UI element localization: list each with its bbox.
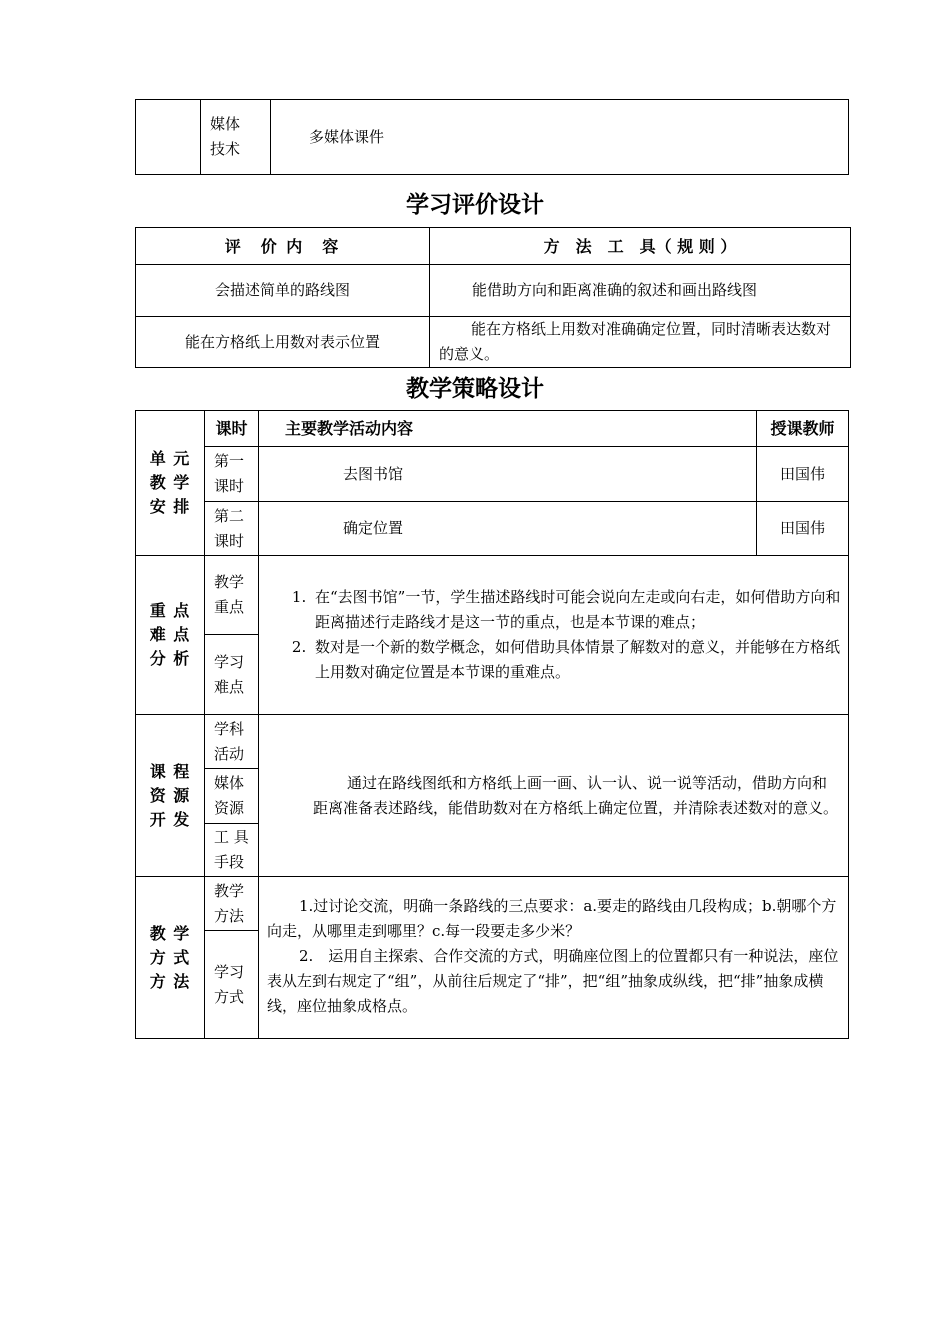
resource-label-3-line1: 工 具 <box>214 828 249 846</box>
eval-header-method: 方 法 工 具（ 规 则 ） <box>430 228 851 265</box>
key-label-2-line2: 难点 <box>214 677 245 696</box>
key-group-cell <box>136 556 205 715</box>
resource-group-line3: 开 发 <box>149 809 191 829</box>
unit-group-line1: 单 元 <box>149 449 191 468</box>
resource-label-1 <box>205 715 259 769</box>
key-label-2 <box>205 635 259 715</box>
resource-group-cell <box>136 715 205 877</box>
eval-row-2-method: 能在方格纸上用数对准确确定位置，同时清晰表达数对的意义。 <box>430 317 851 368</box>
media-table <box>135 99 849 175</box>
eval-header-content: 评 价 内 容 <box>136 228 430 265</box>
resource-label-2-line2: 资源 <box>214 799 245 817</box>
lesson-2-activity: 确定位置 <box>259 502 757 556</box>
method-text-cell <box>259 877 849 1039</box>
header-period: 课时 <box>205 411 259 447</box>
header-teacher: 授课教师 <box>757 411 849 447</box>
key-label-2-line1: 学习 <box>214 652 245 671</box>
media-content-text: 多媒体课件 <box>309 127 385 146</box>
resource-group-line1: 课 程 <box>149 761 191 781</box>
method-label-2-line1: 学习 <box>214 962 245 981</box>
method-paragraph-2: 2. 运用自主探索、合作交流的方式，明确座位图上的位置都只有一种说法，座位表从左到右规定了“组”，从前往后规定了“排”，把“组”抽象成纵线，把“排”抽象成横线，座位抽象成格点。 <box>267 947 839 1015</box>
method-label-2-line2: 方式 <box>214 987 245 1006</box>
method-label-2 <box>205 931 259 1039</box>
key-group-line2: 难 点 <box>149 625 191 644</box>
key-points-cell <box>259 556 849 715</box>
resource-label-3-line2: 手段 <box>214 853 245 871</box>
resource-text: 通过在路线图纸和方格纸上画一画、认一认、说一说等活动，借助方向和距离准备表述路线，能借助数对在方格纸上确定位置，并清除表述数对的意义。 <box>313 773 839 817</box>
key-group-line1: 重 点 <box>149 601 191 620</box>
lesson-2-period-line1: 第二 <box>214 506 245 525</box>
lesson-2-period-line2: 课时 <box>214 531 245 550</box>
eval-section-title: 学习评价设计 <box>406 192 544 218</box>
method-label-1-line1: 教学 <box>214 881 245 900</box>
lesson-2-teacher: 田国伟 <box>757 502 849 556</box>
lesson-1-teacher: 田国伟 <box>757 447 849 502</box>
lesson-1-period-line2: 课时 <box>214 477 245 495</box>
method-paragraph-1: 1.过讨论交流，明确一条路线的三点要求：a.要走的路线由几段构成；b.朝哪个方向走，从哪里走到哪里？c.每一段要走多少米？ <box>267 897 837 940</box>
resource-label-3 <box>205 824 259 877</box>
unit-group-cell <box>136 411 205 556</box>
media-label <box>201 100 271 175</box>
media-label-line2: 技术 <box>210 140 241 158</box>
method-label-1-line2: 方法 <box>214 906 245 925</box>
method-label-1 <box>205 877 259 931</box>
resource-text-cell <box>259 715 849 877</box>
unit-group-line2: 教 学 <box>149 473 191 492</box>
resource-label-1-line2: 活动 <box>214 744 245 763</box>
media-content <box>271 100 849 175</box>
lesson-1-period-line1: 第一 <box>214 452 245 470</box>
resource-group-line2: 资 源 <box>149 785 191 805</box>
header-activity: 主要教学活动内容 <box>259 411 757 447</box>
key-label-1 <box>205 556 259 635</box>
lesson-2-period <box>205 502 259 556</box>
eval-table <box>135 227 851 368</box>
eval-row-2-content: 能在方格纸上用数对表示位置 <box>136 317 430 368</box>
empty-cell <box>136 100 201 175</box>
media-label-line1: 媒体 <box>210 115 241 133</box>
eval-row-1-method: 能借助方向和距离准确的叙述和画出路线图 <box>430 265 851 317</box>
resource-label-2-line1: 媒体 <box>214 774 245 792</box>
key-point-1: 1. 在“去图书馆”一节，学生描述路线时可能会说向左走或向右走，如何借助方向和距离描述行走路线才是这一节的重点，也是本节课的难点； <box>311 585 842 635</box>
lesson-1-period <box>205 447 259 502</box>
strategy-table <box>135 410 849 1039</box>
eval-row-1-content: 会描述简单的路线图 <box>136 265 430 317</box>
key-point-2: 2. 数对是一个新的数学概念，如何借助具体情景了解数对的意义，并能够在方格纸上用数对确定位置是本节课的重难点。 <box>311 635 842 685</box>
lesson-1-activity: 去图书馆 <box>259 447 757 502</box>
resource-label-2 <box>205 769 259 824</box>
unit-group-line3: 安 排 <box>149 497 191 516</box>
method-group-cell <box>136 877 205 1039</box>
strategy-section-title: 教学策略设计 <box>406 376 544 402</box>
key-points-list <box>263 585 842 685</box>
resource-label-1-line1: 学科 <box>214 719 245 738</box>
method-group-line2: 方 式 <box>149 947 191 967</box>
method-group-line3: 方 法 <box>149 971 191 991</box>
method-group-line1: 教 学 <box>149 923 191 943</box>
key-label-1-line2: 重点 <box>214 598 245 616</box>
key-label-1-line1: 教学 <box>214 573 245 591</box>
key-group-line3: 分 析 <box>149 649 191 668</box>
